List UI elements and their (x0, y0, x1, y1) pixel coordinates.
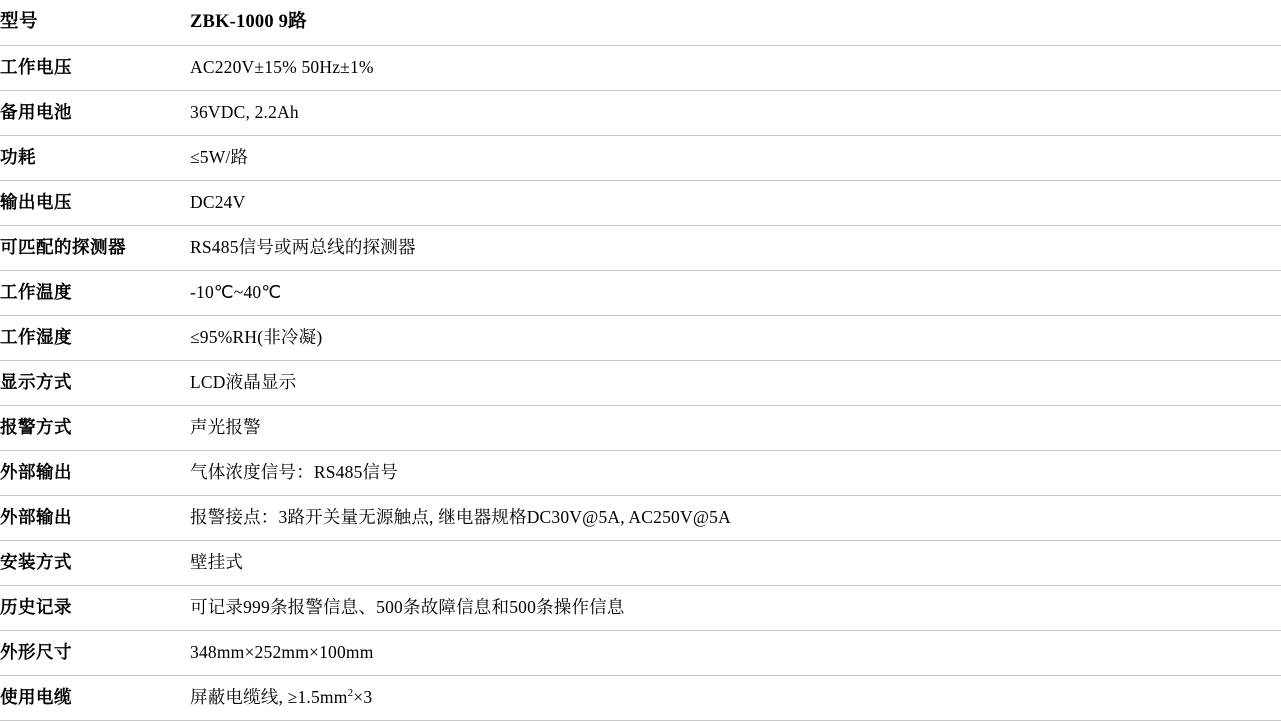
spec-label: 功耗 (0, 135, 190, 180)
table-row (0, 45, 1281, 90)
spec-label: 型号 (0, 0, 190, 45)
table-row (0, 0, 1281, 45)
cable-value-prefix: 屏蔽电缆线, ≥1.5mm (190, 687, 348, 707)
table-row (0, 225, 1281, 270)
spec-label: 报警方式 (0, 405, 190, 450)
spec-value: 348mm×252mm×100mm (190, 630, 1281, 675)
spec-label: 安装方式 (0, 540, 190, 585)
spec-value: 报警接点：3路开关量无源触点, 继电器规格DC30V@5A, AC250V@5A (190, 495, 1281, 540)
spec-value: LCD液晶显示 (190, 360, 1281, 405)
table-row (0, 90, 1281, 135)
spec-label: 外部输出 (0, 495, 190, 540)
spec-label: 外形尺寸 (0, 630, 190, 675)
spec-value: RS485信号或两总线的探测器 (190, 225, 1281, 270)
spec-value: 可记录999条报警信息、500条故障信息和500条操作信息 (190, 585, 1281, 630)
table-row (0, 270, 1281, 315)
spec-value: -10℃~40℃ (190, 270, 1281, 315)
spec-label: 工作湿度 (0, 315, 190, 360)
table-row (0, 495, 1281, 540)
spec-value: DC24V (190, 180, 1281, 225)
spec-value: 36VDC, 2.2Ah (190, 90, 1281, 135)
spec-value: ≤5W/路 (190, 135, 1281, 180)
spec-value: ZBK-1000 9路 (190, 0, 1281, 45)
table-row (0, 135, 1281, 180)
spec-label: 输出电压 (0, 180, 190, 225)
table-row (0, 675, 1281, 720)
spec-label: 外部输出 (0, 450, 190, 495)
table-row (0, 180, 1281, 225)
spec-value-cable (190, 675, 1281, 720)
spec-label: 使用电缆 (0, 675, 190, 720)
spec-label: 历史记录 (0, 585, 190, 630)
spec-label: 显示方式 (0, 360, 190, 405)
table-row (0, 630, 1281, 675)
table-row (0, 405, 1281, 450)
spec-value: 壁挂式 (190, 540, 1281, 585)
spec-label: 工作电压 (0, 45, 190, 90)
spec-label: 备用电池 (0, 90, 190, 135)
spec-label: 工作温度 (0, 270, 190, 315)
table-row (0, 540, 1281, 585)
table-row (0, 450, 1281, 495)
cable-value-suffix: ×3 (353, 687, 373, 707)
table-row (0, 585, 1281, 630)
cable-value-exponent: 2 (347, 687, 354, 700)
spec-label: 可匹配的探测器 (0, 225, 190, 270)
table-row (0, 360, 1281, 405)
table-row (0, 315, 1281, 360)
spec-value: 声光报警 (190, 405, 1281, 450)
spec-value: ≤95%RH(非冷凝) (190, 315, 1281, 360)
spec-value: AC220V±15% 50Hz±1% (190, 45, 1281, 90)
spec-value: 气体浓度信号：RS485信号 (190, 450, 1281, 495)
